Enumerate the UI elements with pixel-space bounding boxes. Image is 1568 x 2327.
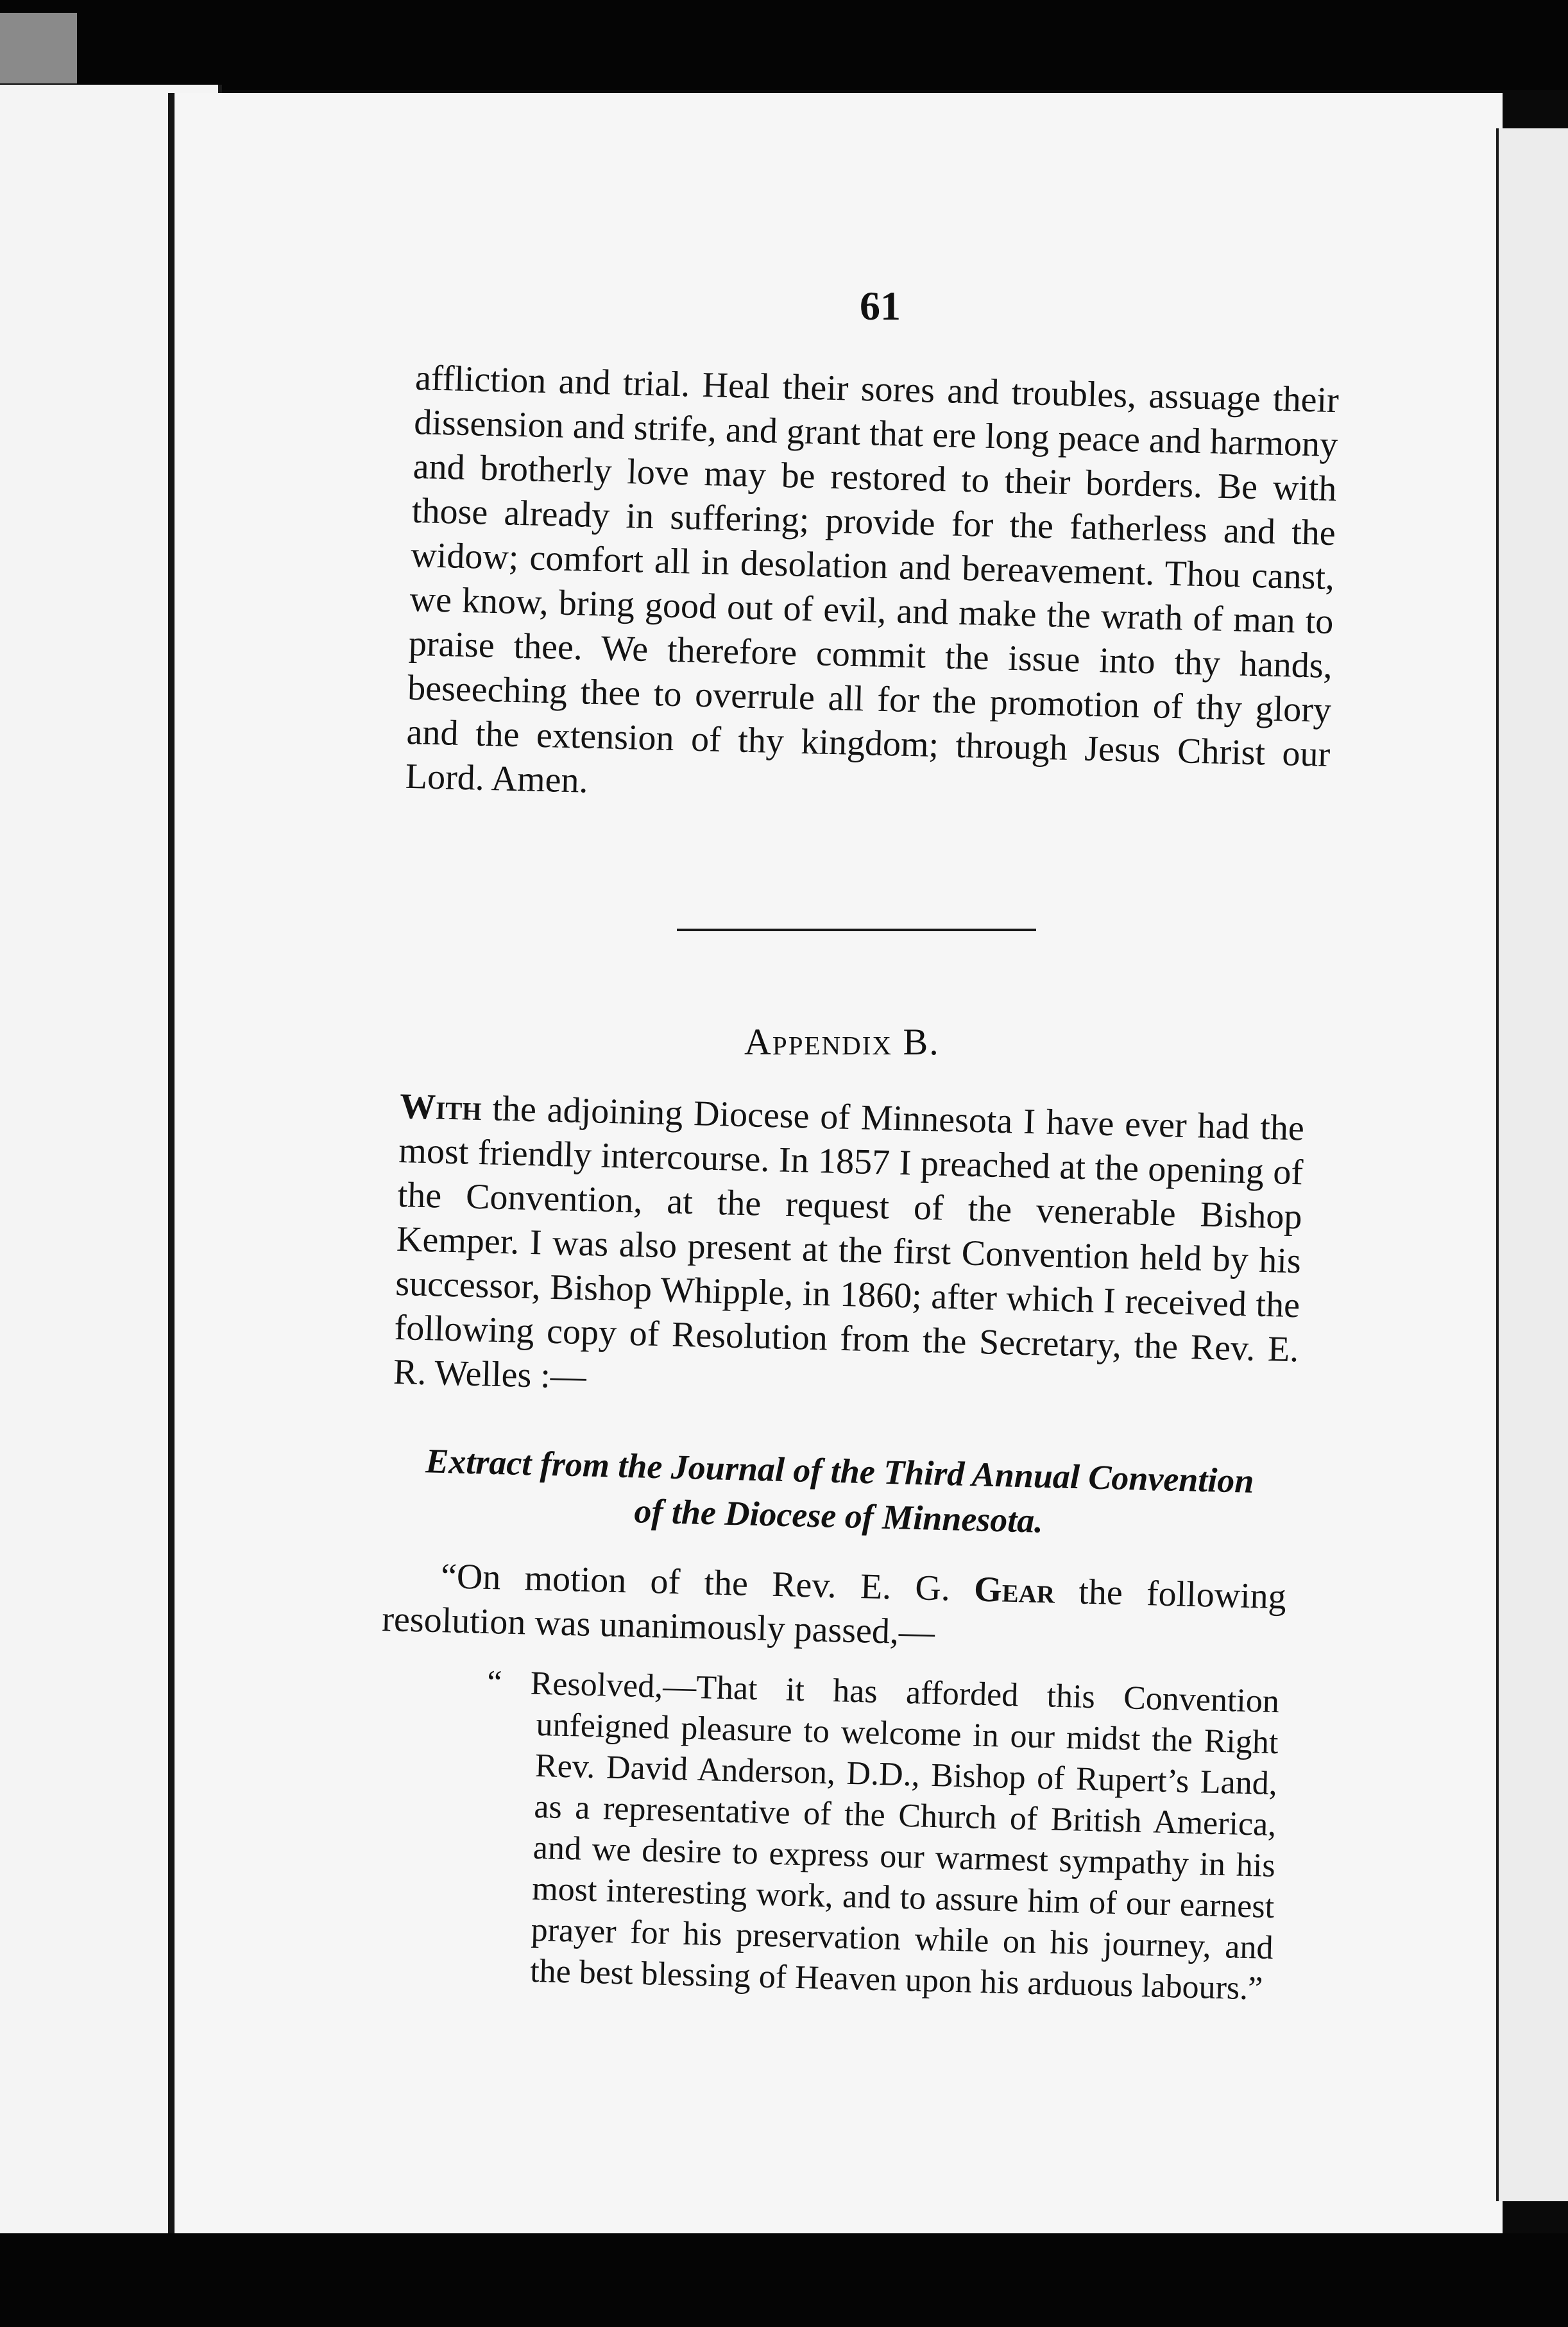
motion-before: “On motion of the Rev. E. G. <box>440 1556 975 1610</box>
resolution-text: “ Resolved,—That it has afforded this Convention unfeigned pleasure to welcome in our midst the Right Rev. David Anderson, D.D., Bishop of Rupert’s Land, as a representative of the Church of British America, and we desire to express our warmest sympathy in his most interesting work, and to assure him of our earnest prayer for his preservation while on his journey, and the best blessing of Heaven upon his arduous labours.” <box>486 1663 1280 2007</box>
resolution-quote <box>479 1662 1279 2010</box>
prayer-paragraph: affliction and trial. Heal their sores and troubles, assuage their dissension and strife, and grant that ere long peace and harmony and brotherly love may be restored to their borders. Be with those already in suffering; provide for the fatherless and the widow; comfort all in desolation and bereavement. Thou canst, we know, bring good out of evil, and make the wrath of man to praise thee. We therefore commit the issue into thy hands, beseeching thee to overrule all for the promotion of thy glory and the extension of thy kingdom; through Jesus Christ our Lord. Amen. <box>405 357 1340 801</box>
appendix-body-text: the adjoining Diocese of Minnesota I have ever had the most friendly intercourse. In 1857 I preached at the opening of the Convention, at the request of the venerable Bishop Kemper. I was also present at the first Convention held by his successor, Bishop Whipple, in 1860; after which I received the following copy of Resolution from the Secretary, the Rev. E. R. Welles :— <box>393 1088 1305 1397</box>
extract-title-line-2: of the Diocese of Minnesota. <box>633 1491 1044 1540</box>
scan-bottom-border <box>0 2233 1568 2327</box>
motion-after: the following resolution was unanimously passed,— <box>381 1571 1287 1653</box>
appendix-paragraph <box>393 1085 1304 1416</box>
motion-name: Gear <box>973 1569 1055 1611</box>
section-divider <box>677 929 1036 931</box>
appendix-heading: Appendix B. <box>744 1021 940 1063</box>
scan-corner-mark <box>0 13 77 83</box>
lead-word: With <box>399 1086 482 1129</box>
page-number: 61 <box>860 283 901 329</box>
next-page-edge <box>1496 128 1568 2201</box>
extract-title-line-1: Extract from the Journal of the Third Annual Convention <box>425 1441 1255 1500</box>
scan-top-border <box>0 0 1568 90</box>
